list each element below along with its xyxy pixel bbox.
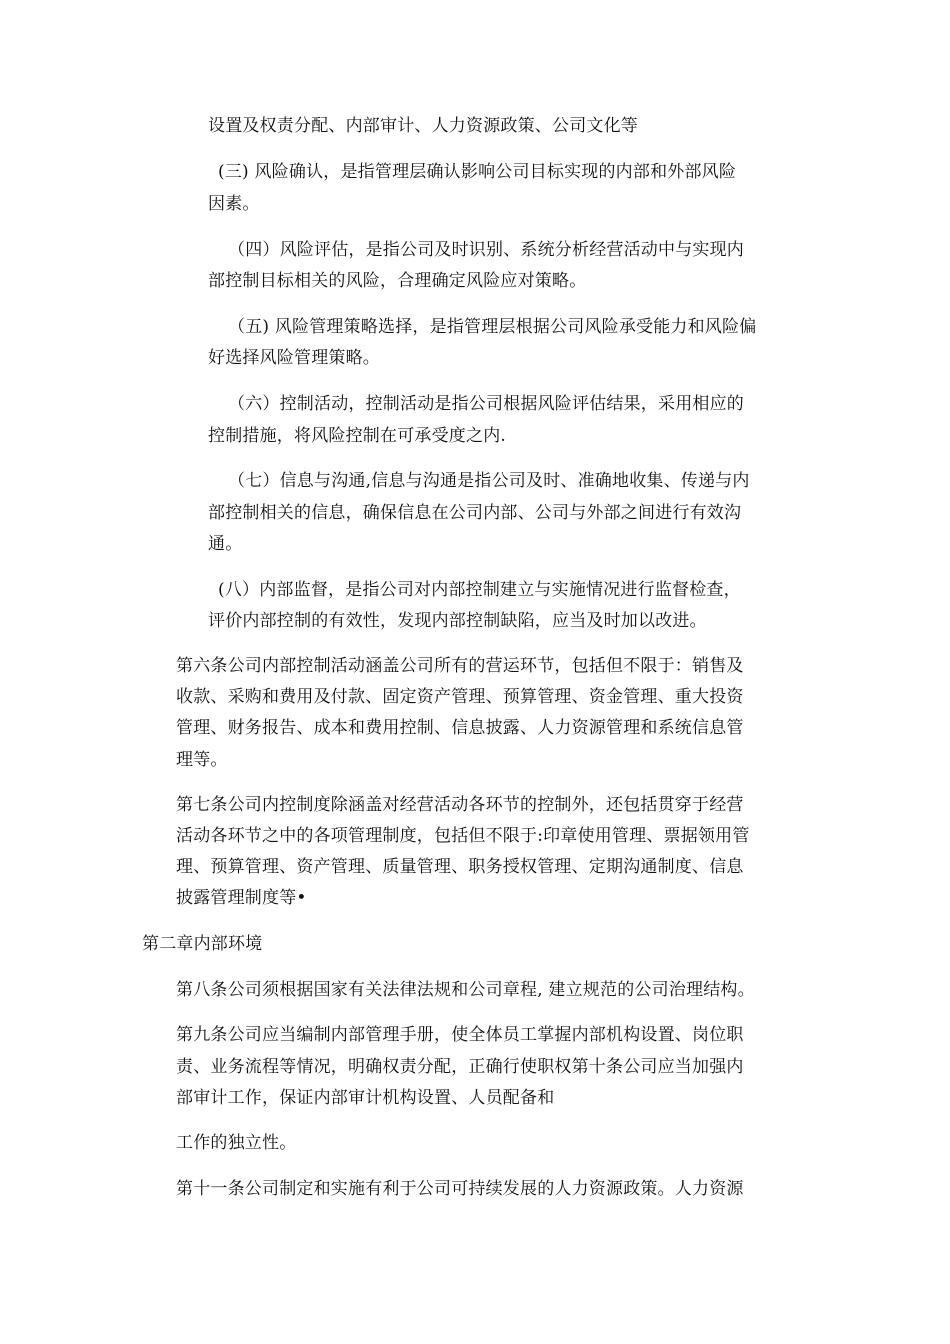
- text-line: (三) 风险确认，是指管理层确认影响公司目标实现的内部和外部风险: [218, 162, 737, 182]
- text-line: 第八条公司须根据国家有关法律法规和公司章程, 建立规范的公司治理结构。: [176, 980, 755, 1000]
- text-line: 第七条公司内控制度除涵盖对经营活动各环节的控制外，还包括贯穿于经营: [176, 795, 744, 815]
- text-line: 第六条公司内部控制活动涵盖公司所有的营运环节，包括但不限于：销售及: [176, 656, 744, 676]
- text-line: 第十一条公司制定和实施有利于公司可持续发展的人力资源政策。人力资源: [176, 1179, 744, 1199]
- text-line: 通。: [208, 534, 243, 554]
- text-line: 部控制相关的信息，确保信息在公司内部、公司与外部之间进行有效沟: [208, 503, 742, 523]
- text-line: 评价内部控制的有效性，发现内部控制缺陷，应当及时加以改进。: [208, 611, 707, 631]
- text-line: 设置及权责分配、内部审计、人力资源政策、公司文化等: [208, 116, 638, 136]
- text-line: 工作的独立性。: [176, 1133, 297, 1153]
- text-line: 活动各环节之中的各项管理制度，包括但不限于:印章使用管理、票据领用管: [176, 826, 750, 846]
- text-line: 披露管理制度等•: [176, 888, 307, 908]
- text-line: 责、业务流程等情况，明确权责分配，正确行使职权第十条公司应当加强内: [176, 1057, 744, 1077]
- text-line: （六）控制活动，控制活动是指公司根据风险评估结果，采用相应的: [228, 394, 744, 414]
- text-line: 第九条公司应当编制内部管理手册，使全体员工掌握内部机构设置、岗位职: [176, 1025, 744, 1045]
- text-line: 收款、采购和费用及付款、固定资产管理、预算管理、资金管理、重大投资: [176, 687, 744, 707]
- chapter-heading: 第二章内部环境: [142, 934, 263, 954]
- text-line: (八）内部监督，是指公司对内部控制建立与实施情况进行监督检查，: [218, 580, 741, 600]
- text-line: 因素。: [208, 194, 260, 214]
- text-line: 管理、财务报告、成本和费用控制、信息披露、人力资源管理和系统信息管: [176, 718, 744, 738]
- text-line: 部控制目标相关的风险，合理确定风险应对策略。: [208, 271, 587, 291]
- text-line: 好选择风险管理策略。: [208, 348, 380, 368]
- text-line: 控制措施，将风险控制在可承受度之内.: [208, 426, 507, 446]
- text-line: （七）信息与沟通,信息与沟通是指公司及时、准确地收集、传递与内: [228, 471, 750, 491]
- text-line: 理等。: [176, 750, 228, 770]
- text-line: 部审计工作，保证内部审计机构设置、人员配备和: [176, 1088, 555, 1108]
- text-line: （五) 风险管理策略选择，是指管理层根据公司风险承受能力和风险偏: [228, 317, 757, 337]
- text-line: （四）风险评估，是指公司及时识别、系统分析经营活动中与实现内: [228, 240, 744, 260]
- text-line: 理、预算管理、资产管理、质量管理、职务授权管理、定期沟通制度、信息: [176, 857, 744, 877]
